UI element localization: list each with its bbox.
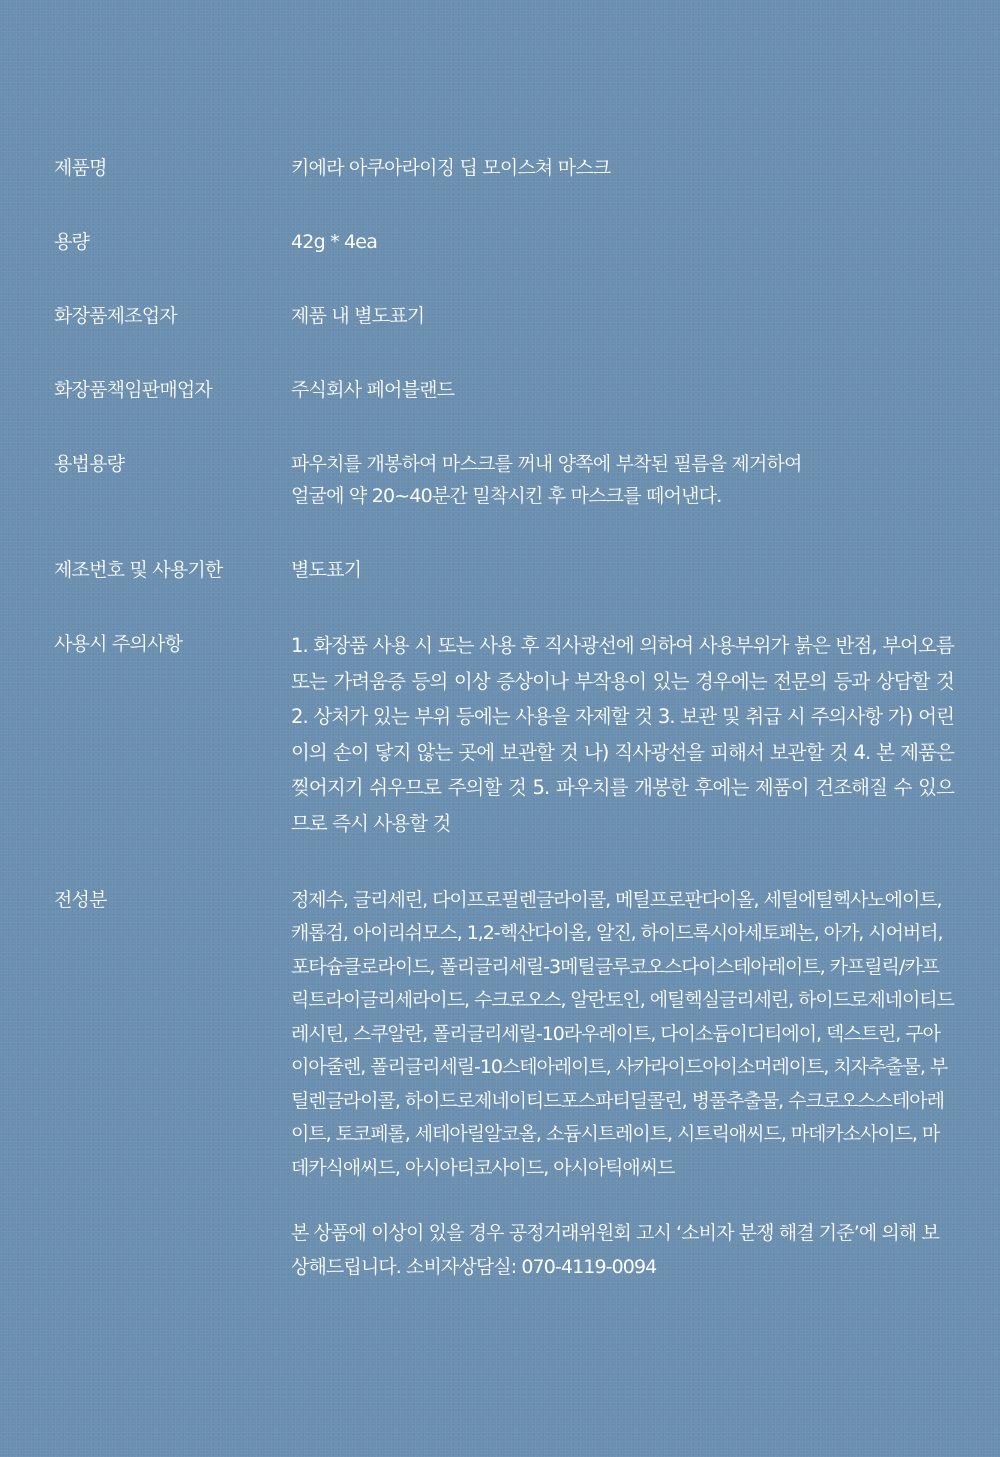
usage-line: 파우치를 개봉하여 마스크를 꺼내 양쪽에 부착된 필름을 제거하여 (291, 453, 802, 475)
caution-label: 사용시 주의사항 (54, 633, 183, 655)
usage-label: 용법용량 (54, 453, 125, 475)
caution-row (54, 628, 954, 842)
distributor-row (54, 374, 954, 406)
consumer-notice: 본 상품에 이상이 있을 경우 공정거래위원회 고시 ‘소비자 분쟁 해결 기준’에 의해 보상해드립니다. 소비자상담실: 070-4119-0094 (291, 1222, 939, 1278)
capacity-value: 42g * 4ea (291, 231, 378, 253)
usage-line: 얼굴에 약 20~40분간 밀착시킨 후 마스크를 떼어낸다. (291, 485, 722, 507)
product-name-row (54, 152, 954, 184)
batch-expiry-row (54, 554, 954, 586)
product-info-table (54, 152, 954, 1284)
ingredients-value: 정제수, 글리세린, 다이프로필렌글라이콜, 메틸프로판다이올, 세틸에틸헥사노에이트, 캐롭검, 아이리쉬모스, 1,2-헥산다이올, 알진, 하이드록시아세토페논, 아가, 시어버터, 포타슘클로라이드, 폴리글리세릴-3메틸글루코오스다이스테아레이트, 카프릴릭/카프릭트라이글리세라이드, 수크로오스, 알란토인, 에틸헥실글리세린, 하이드로제네이티드레시틴, 스쿠알란, 폴리글리세릴-10라우레이트, 다이소듐이디티에이, 덱스트린, 구아이아줄렌, 폴리글리세릴-10스테아레이트, 사카라이드아이소머레이트, 치자추출물, 부틸렌글라이콜, 하이드로제네이티드포스파티딜콜린, 병풀추출물, 수크로오스스테아레이트, 토코페롤, 세테아릴알코올, 소듐시트레이트, 시트릭애씨드, 마데카소사이드, 마데카식애씨드, 아시아티코사이드, 아시아틱애씨드 (291, 888, 954, 1179)
usage-row (54, 448, 954, 512)
manufacturer-row (54, 300, 954, 332)
batch-expiry-value: 별도표기 (291, 559, 362, 581)
batch-expiry-label: 제조번호 및 사용기한 (54, 559, 223, 581)
ingredients-block (291, 884, 954, 1285)
ingredients-row (54, 884, 954, 1285)
distributor-value: 주식회사 페어블랜드 (291, 379, 455, 401)
ingredients-label: 전성분 (54, 888, 107, 911)
product-name-value: 키에라 아쿠아라이징 딥 모이스쳐 마스크 (291, 157, 611, 179)
manufacturer-label: 화장품제조업자 (54, 305, 177, 327)
capacity-label: 용량 (54, 231, 90, 253)
caution-value: 1. 화장품 사용 시 또는 사용 후 직사광선에 의하여 사용부위가 붉은 반점, 부어오름 또는 가려움증 등의 이상 증상이나 부작용이 있는 경우에는 전문의 등과 상담할 것 2. 상처가 있는 부위 등에는 사용을 자제할 것 3. 보관 및 취급 시 주의사항 가) 어린이의 손이 닿지 않는 곳에 보관할 것 나) 직사광선을 피해서 보관할 것 4. 본 제품은 찢어지기 쉬우므로 주의할 것 5. 파우치를 개봉한 후에는 제품이 건조해질 수 있으므로 즉시 사용할 것 (291, 634, 954, 835)
product-name-label: 제품명 (54, 157, 107, 179)
distributor-label: 화장품책임판매업자 (54, 379, 212, 401)
capacity-row (54, 226, 954, 258)
usage-value (291, 448, 954, 512)
manufacturer-value: 제품 내 별도표기 (291, 305, 425, 327)
